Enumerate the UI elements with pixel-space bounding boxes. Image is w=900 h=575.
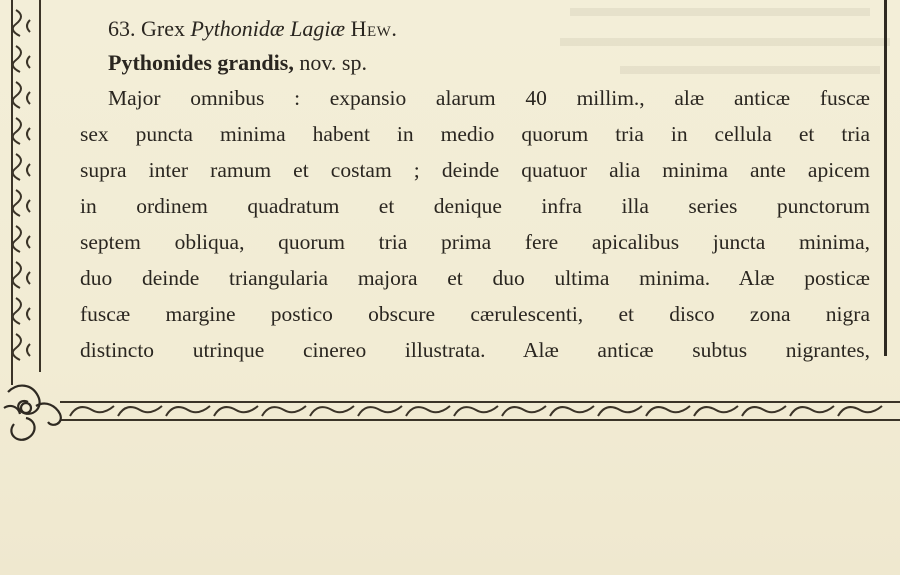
- species-suffix: nov. sp.: [293, 50, 367, 75]
- paragraph-line: distincto utrinque cinereo illustrata. Alæ anticæ subtus nigrantes,: [80, 338, 870, 362]
- description-paragraph: [80, 80, 870, 368]
- right-rule: [884, 0, 887, 356]
- paragraph-line: sex puncta minima habent in medio quorum tria in cellula et tria: [80, 122, 870, 146]
- grex-number: 63. Grex: [108, 16, 191, 41]
- grex-genus: Pythonidæ Lagiæ: [190, 16, 346, 41]
- paragraph-line: duo deinde triangularia majora et duo ultima minima. Alæ posticæ: [80, 266, 870, 290]
- bottom-ornamental-border: [0, 378, 900, 448]
- grex-author: Hew.: [350, 16, 398, 41]
- species-title: [108, 46, 870, 80]
- corner-ornament: [4, 386, 61, 440]
- paragraph-line: Major omnibus : expansio alarum 40 millim., alæ anticæ fuscæ: [108, 86, 870, 110]
- paragraph-line: septem obliqua, quorum tria prima fere apicalibus juncta minima,: [80, 230, 870, 254]
- paragraph-line: supra inter ramum et costam ; deinde quatuor alia minima ante apicem: [80, 158, 870, 182]
- paragraph-line: in ordinem quadratum et denique infra illa series punctorum: [80, 194, 870, 218]
- species-name: Pythonides grandis,: [108, 50, 294, 75]
- left-ornamental-border: [0, 0, 52, 385]
- text-block: [80, 12, 870, 368]
- paragraph-line: fuscæ margine postico obscure cærulescenti, et disco zona nigra: [80, 302, 870, 326]
- grex-heading: [108, 12, 870, 46]
